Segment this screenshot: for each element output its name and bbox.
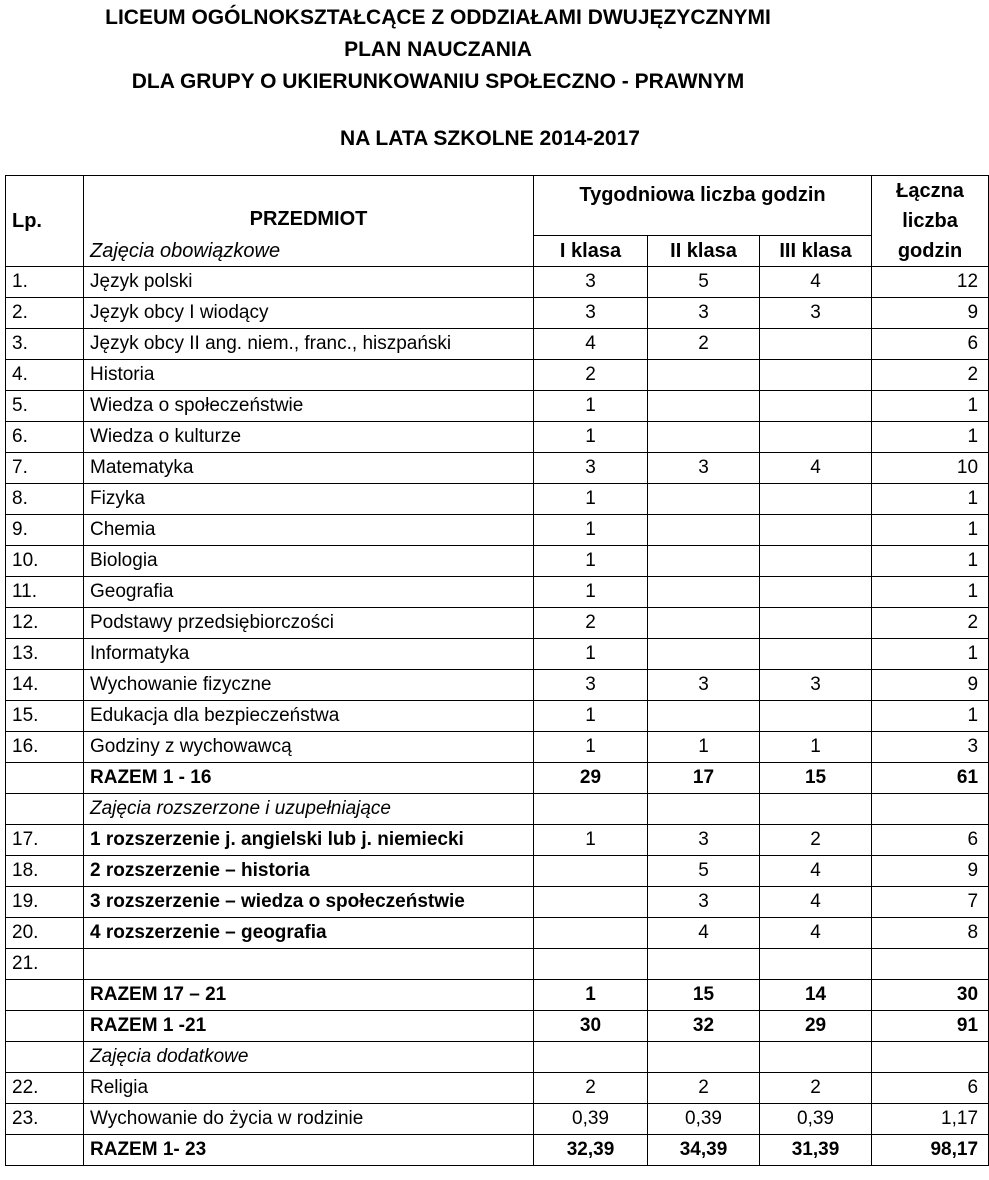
table-row [6,267,989,298]
table-row [6,577,989,608]
row-subject: Język obcy II ang. niem., franc., hiszpański [84,329,534,360]
plan-title: PLAN NAUCZANIA [344,38,532,61]
row-class-1 [534,887,648,918]
row-class-1: 1 [534,484,648,515]
school-name: LICEUM OGÓLNOKSZTAŁCĄCE Z ODDZIAŁAMI DWUJĘZYCZNYMI [105,6,771,29]
row-number: 6. [6,422,84,453]
row-number: 18. [6,856,84,887]
table-row [6,453,989,484]
table-row [6,298,989,329]
row-class-3 [760,391,872,422]
section-empty-total [872,794,989,825]
row-class-1: 2 [534,1073,648,1104]
row-total: 2 [872,360,989,391]
row-total: 1 [872,422,989,453]
row-total: 1 [872,391,989,422]
col-lp-header: Lp. [6,176,84,267]
row-class-3 [760,360,872,391]
table-row [6,887,989,918]
sum-class-1: 32,39 [534,1135,648,1166]
row-class-1: 1 [534,732,648,763]
sum-lp-empty [6,1135,84,1166]
row-class-3: 0,39 [760,1104,872,1135]
row-number: 9. [6,515,84,546]
sum-row [6,1135,989,1166]
row-total: 1 [872,484,989,515]
row-class-2: 3 [648,825,760,856]
row-subject: Wychowanie do życia w rodzinie [84,1104,534,1135]
row-class-2 [648,422,760,453]
row-subject: Wiedza o społeczeństwie [84,391,534,422]
table-row [6,329,989,360]
section-empty-1 [534,794,648,825]
row-class-1: 3 [534,267,648,298]
row-number: 2. [6,298,84,329]
row-class-2 [648,515,760,546]
row-number: 11. [6,577,84,608]
row-total: 2 [872,608,989,639]
sum-row [6,763,989,794]
row-class-3 [760,577,872,608]
row-subject: Godziny z wychowawcą [84,732,534,763]
sum-total: 61 [872,763,989,794]
row-number: 20. [6,918,84,949]
table-row [6,422,989,453]
row-class-2: 5 [648,267,760,298]
row-number: 16. [6,732,84,763]
row-class-2: 3 [648,298,760,329]
sum-class-3: 15 [760,763,872,794]
row-number: 23. [6,1104,84,1135]
group-title: DLA GRUPY O UKIERUNKOWANIU SPOŁECZNO - PRAWNYM [131,70,745,93]
row-class-2: 2 [648,1073,760,1104]
row-total: 6 [872,825,989,856]
table-row [6,639,989,670]
row-class-3: 2 [760,825,872,856]
sum-class-3: 29 [760,1011,872,1042]
row-class-3 [760,546,872,577]
row-class-3 [760,949,872,980]
table-row [6,546,989,577]
row-subject: Informatyka [84,639,534,670]
row-class-1: 3 [534,453,648,484]
row-subject: Biologia [84,546,534,577]
table-row [6,608,989,639]
row-total: 1 [872,577,989,608]
row-class-3: 2 [760,1073,872,1104]
row-class-2: 3 [648,453,760,484]
row-number: 5. [6,391,84,422]
row-total: 1,17 [872,1104,989,1135]
sum-class-2: 34,39 [648,1135,760,1166]
row-subject: Geografia [84,577,534,608]
row-class-1: 1 [534,515,648,546]
row-number: 21. [6,949,84,980]
row-number: 8. [6,484,84,515]
header-row-3 [6,236,989,267]
section-row [6,794,989,825]
sum-class-2: 17 [648,763,760,794]
sum-label: RAZEM 1 -21 [84,1011,534,1042]
section-extended: Zajęcia rozszerzone i uzupełniające [84,794,534,825]
row-number: 14. [6,670,84,701]
row-total: 9 [872,856,989,887]
row-number: 4. [6,360,84,391]
row-class-2: 0,39 [648,1104,760,1135]
row-class-1: 1 [534,546,648,577]
row-subject: Chemia [84,515,534,546]
table-row [6,515,989,546]
sum-class-2: 15 [648,980,760,1011]
curriculum-table [5,175,989,1166]
row-class-1: 1 [534,577,648,608]
sum-label: RAZEM 1 - 16 [84,763,534,794]
row-class-2: 1 [648,732,760,763]
row-total: 1 [872,546,989,577]
row-class-3: 4 [760,887,872,918]
row-total: 1 [872,639,989,670]
row-class-1: 4 [534,329,648,360]
row-class-2: 2 [648,329,760,360]
table-row [6,360,989,391]
row-class-1: 1 [534,825,648,856]
table-row [6,670,989,701]
row-subject: 3 rozszerzenie – wiedza o społeczeństwie [84,887,534,918]
table-row [6,825,989,856]
row-class-3 [760,515,872,546]
row-total [872,949,989,980]
row-class-2 [648,391,760,422]
row-class-2: 3 [648,670,760,701]
row-number: 13. [6,639,84,670]
row-subject: Matematyka [84,453,534,484]
sum-lp-empty [6,980,84,1011]
row-subject: Religia [84,1073,534,1104]
row-class-1: 3 [534,670,648,701]
row-class-3 [760,484,872,515]
row-subject: Podstawy przedsiębiorczości [84,608,534,639]
total-header-line1: Łączna [896,180,964,202]
col-total-header [872,176,989,267]
row-class-2 [648,360,760,391]
sum-total: 30 [872,980,989,1011]
row-class-3: 3 [760,670,872,701]
sum-class-1: 30 [534,1011,648,1042]
row-number: 15. [6,701,84,732]
row-subject: Historia [84,360,534,391]
sum-label: RAZEM 17 – 21 [84,980,534,1011]
row-class-2: 5 [648,856,760,887]
col-weekly-header: Tygodniowa liczba godzin [534,176,872,236]
sum-row [6,980,989,1011]
row-class-3: 1 [760,732,872,763]
row-class-2: 4 [648,918,760,949]
row-class-3: 4 [760,453,872,484]
sum-lp-empty [6,1011,84,1042]
section-additional: Zajęcia dodatkowe [84,1042,534,1073]
row-class-2 [648,701,760,732]
row-subject [84,949,534,980]
row-subject: Język obcy I wiodący [84,298,534,329]
row-class-3: 4 [760,267,872,298]
table-row [6,949,989,980]
row-total: 8 [872,918,989,949]
row-number: 22. [6,1073,84,1104]
subject-header-label: PRZEDMIOT [249,207,368,230]
row-class-3 [760,422,872,453]
row-total: 6 [872,329,989,360]
row-number: 19. [6,887,84,918]
row-class-3: 3 [760,298,872,329]
table-row [6,701,989,732]
row-number: 1. [6,267,84,298]
row-total: 1 [872,701,989,732]
section-row [6,1042,989,1073]
row-total: 7 [872,887,989,918]
row-subject: Fizyka [84,484,534,515]
row-class-1: 1 [534,391,648,422]
section-empty-3 [760,794,872,825]
row-class-3: 4 [760,856,872,887]
row-class-1: 1 [534,701,648,732]
section-empty-2 [648,794,760,825]
sum-label: RAZEM 1- 23 [84,1135,534,1166]
row-class-2 [648,546,760,577]
section-empty-1 [534,1042,648,1073]
table-row [6,856,989,887]
section-empty-2 [648,1042,760,1073]
row-class-1: 1 [534,422,648,453]
sum-lp-empty [6,763,84,794]
row-class-1 [534,918,648,949]
row-class-1: 0,39 [534,1104,648,1135]
row-number: 12. [6,608,84,639]
class-3-header: III klasa [760,236,872,267]
sum-class-2: 32 [648,1011,760,1042]
total-header-line3: godzin [897,240,963,262]
row-class-3: 4 [760,918,872,949]
table-row [6,391,989,422]
row-total: 12 [872,267,989,298]
sum-total: 98,17 [872,1135,989,1166]
row-subject: 1 rozszerzenie j. angielski lub j. niemiecki [84,825,534,856]
row-subject: Język polski [84,267,534,298]
class-2-header: II klasa [648,236,760,267]
school-years: NA LATA SZKOLNE 2014-2017 [340,127,640,150]
table-row [6,1104,989,1135]
sum-class-1: 29 [534,763,648,794]
row-class-2: 3 [648,887,760,918]
row-total: 9 [872,298,989,329]
row-subject: Wiedza o kulturze [84,422,534,453]
row-class-1: 3 [534,298,648,329]
row-class-3 [760,701,872,732]
section-mandatory: Zajęcia obowiązkowe [84,236,534,267]
row-class-2 [648,484,760,515]
row-class-3 [760,329,872,360]
row-subject: Edukacja dla bezpieczeństwa [84,701,534,732]
section-empty-total [872,1042,989,1073]
row-class-1: 2 [534,608,648,639]
row-total: 3 [872,732,989,763]
section-empty-3 [760,1042,872,1073]
table-row [6,484,989,515]
row-class-1: 1 [534,639,648,670]
col-subject-header [84,176,534,236]
row-class-1: 2 [534,360,648,391]
row-class-2 [648,949,760,980]
row-subject: Wychowanie fizyczne [84,670,534,701]
sum-class-3: 14 [760,980,872,1011]
row-total: 10 [872,453,989,484]
sum-class-1: 1 [534,980,648,1011]
row-class-3 [760,639,872,670]
row-class-1 [534,856,648,887]
table-row [6,732,989,763]
total-header-line2: liczba [902,210,958,232]
row-class-3 [760,608,872,639]
row-number: 17. [6,825,84,856]
row-subject: 4 rozszerzenie – geografia [84,918,534,949]
class-1-header: I klasa [534,236,648,267]
row-class-2 [648,608,760,639]
row-number: 3. [6,329,84,360]
sum-total: 91 [872,1011,989,1042]
sum-class-3: 31,39 [760,1135,872,1166]
row-number: 7. [6,453,84,484]
sum-row [6,1011,989,1042]
row-number: 10. [6,546,84,577]
row-class-2 [648,577,760,608]
row-subject: 2 rozszerzenie – historia [84,856,534,887]
row-total: 6 [872,1073,989,1104]
table-row [6,1073,989,1104]
row-class-2 [648,639,760,670]
row-total: 9 [872,670,989,701]
row-total: 1 [872,515,989,546]
table-row [6,918,989,949]
row-class-1 [534,949,648,980]
section-lp-empty [6,1042,84,1073]
section-lp-empty [6,794,84,825]
